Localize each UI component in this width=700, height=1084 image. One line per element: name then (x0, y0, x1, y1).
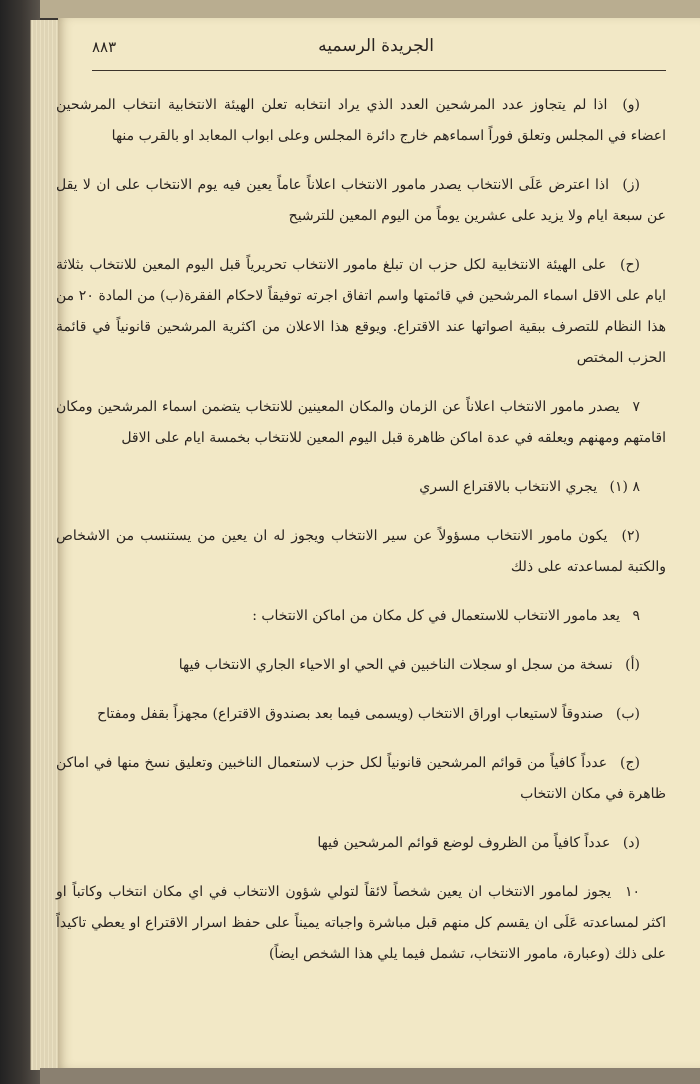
paragraph-ha (56, 250, 666, 374)
article-9 (56, 601, 666, 632)
article-10 (56, 877, 666, 970)
article-9-alif (56, 650, 666, 681)
page-header (62, 34, 676, 74)
paragraph-text: يعد مامور الانتخاب للاستعمال في كل مكان من اماكن الانتخاب : (252, 608, 621, 624)
paragraph-label: (ب) (615, 706, 640, 722)
paragraph-label: ١٠ (624, 884, 640, 900)
paragraph-text: يصدر مامور الانتخاب اعلاناً عن الزمان والمكان المعينين للانتخاب يتضمن اسماء المرشحين ومكان اقامتهم ومهنهم ويعلقه في عدة اماكن ظاهرة قبل اليوم المعين للانتخاب بخمسة ايام على الاقل (56, 399, 666, 446)
paragraph-text: عدداً كافياً من الظروف لوضع قوائم المرشحين فيها (317, 835, 611, 851)
article-9-ba (56, 699, 666, 730)
paragraph-label: (أ) (625, 657, 640, 673)
page-number: ٨٨٣ (92, 38, 117, 56)
page-title: الجريدة الرسميه (318, 36, 434, 56)
paragraph-text: على الهيئة الانتخابية لكل حزب ان تبلغ مامور الانتخاب تحريرياً قبل اليوم المعين للانتخاب بثلاثة ايام على الاقل اسماء المرشحين في قائمتها واسم اتفاق اجرته توفيقاً لاحكام الفقرة(ب) من المادة ٢٠ من هذا النظام للتصرف ببقية اصواتها عند الاقتراع. ويوقع هذا الاعلان من اكثرية المرشحين قانونياً في قائمة الحزب المختص (56, 257, 667, 366)
scan-border-bottom (40, 1068, 700, 1084)
paragraph-label: (٢) (621, 528, 640, 544)
article-9-dal (56, 828, 666, 859)
paragraph-text: اذا لم يتجاوز عدد المرشحين العدد الذي يراد انتخابه تعلن الهيئة الانتخابية انتخاب المرشحين اعضاء في المجلس وتعلق فوراً اسماءهم خارج دائرة المجلس وعلى ابواب المعابد او بالقرب منها (56, 97, 666, 144)
document-body (56, 90, 666, 988)
paragraph-text: يجوز لمامور الانتخاب ان يعين شخصاً لائقاً لتولي شؤون الانتخاب في اي مكان انتخاب وكاتباً او اكثر لمساعدته عَلَى ان يقسم كل منهم قبل مباشرة واجباته يميناً على حفظ اسرار الاقتراع او يعطي تاكيداً على ذلك (وعبارة، مامور الانتخاب، تشمل فيما يلي هذا الشخص ايضاً) (56, 884, 666, 962)
scan-border-top (40, 0, 700, 18)
article-8-1 (56, 472, 666, 503)
article-9-jim (56, 748, 666, 810)
article-8-2 (56, 521, 666, 583)
paragraph-text: يجري الانتخاب بالاقتراع السري (419, 479, 598, 495)
paragraph-label: (و) (622, 97, 640, 113)
paragraph-text: اذا اعترض عَلَى الانتخاب يصدر مامور الانتخاب اعلاناً عاماً يعين فيه يوم الانتخاب على ان لا يقل عن سبعة ايام ولا يزيد على عشرين يوماً من اليوم المعين للترشيح (56, 177, 666, 224)
paragraph-label: (د) (622, 835, 640, 851)
paragraph-text: يكون مامور الانتخاب مسؤولاً عن سير الانتخاب ويجوز له ان يعين من يستنسب من الاشخاص والكتبة لمساعدته على ذلك (56, 528, 666, 575)
paragraph-label: ٩ (632, 608, 640, 624)
paragraph-text: نسخة من سجل او سجلات الناخبين في الحي او الاحياء الجاري الانتخاب فيها (178, 657, 613, 673)
paragraph-label: (ج) (620, 755, 641, 771)
paragraph-text: عدداً كافياً من قوائم المرشحين قانونياً لكل حزب لاستعمال الناخبين وتعليق نسخ منها في اماكن ظاهرة في مكان الانتخاب (56, 755, 666, 802)
paragraph-label: ٧ (632, 399, 641, 415)
header-divider (92, 70, 666, 71)
paragraph-label: (ز) (622, 177, 640, 193)
paragraph-text: صندوقاً لاستيعاب اوراق الانتخاب (ويسمى فيما بعد بصندوق الاقتراع) مجهزاً بقفل ومفتاح (97, 706, 604, 722)
paragraph-label: ٨ (١) (609, 479, 640, 495)
paragraph-waw (56, 90, 666, 152)
paragraph-zay (56, 170, 666, 232)
paragraph-label: (ح) (620, 257, 640, 273)
article-7 (56, 392, 666, 454)
